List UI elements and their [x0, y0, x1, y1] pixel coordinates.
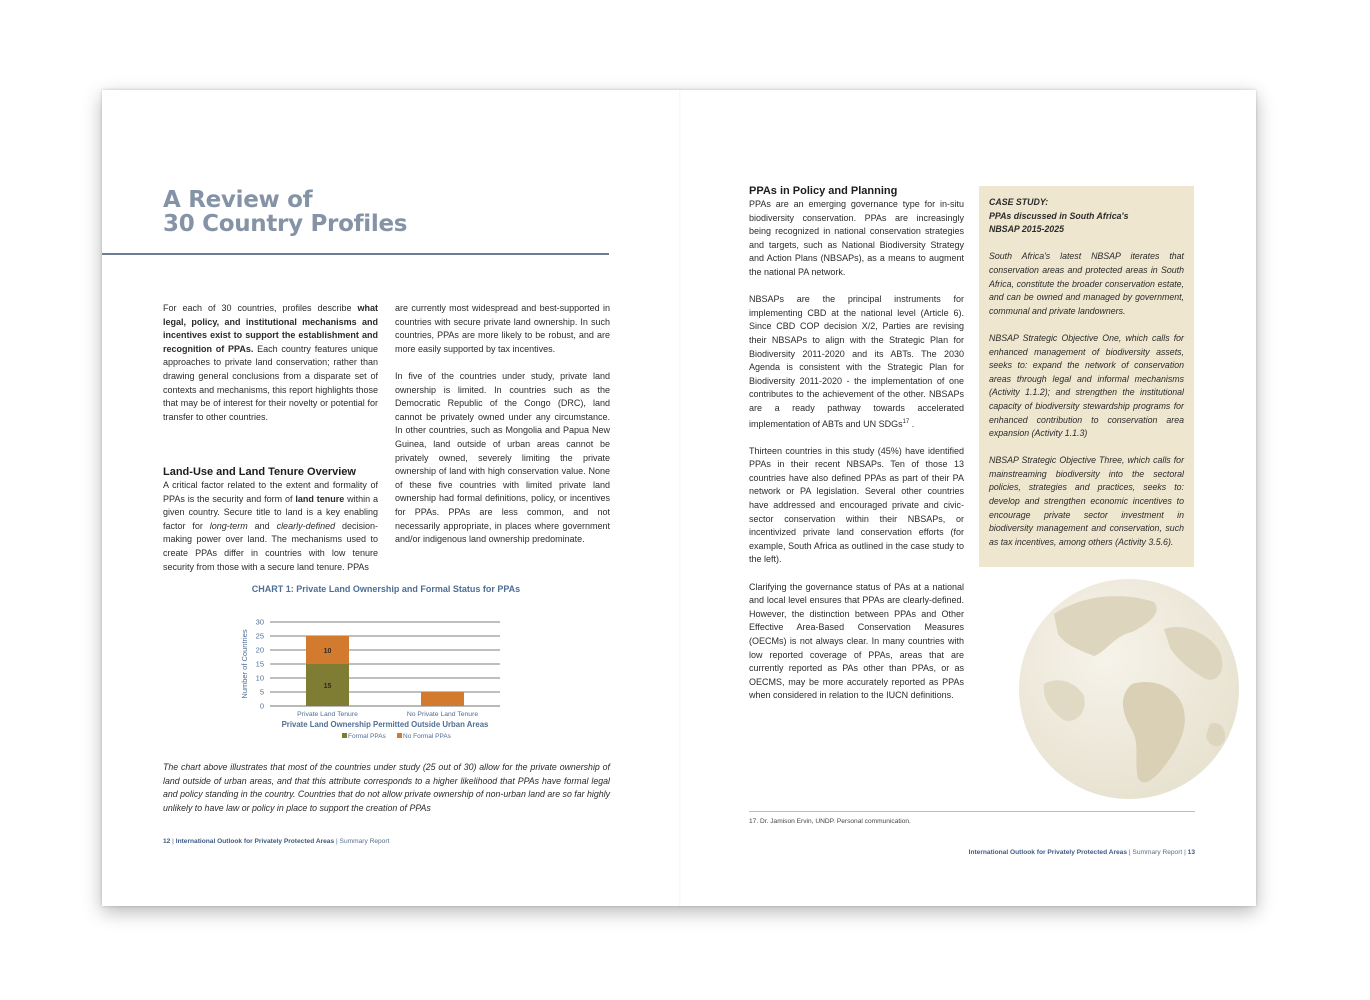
footnote-ref-17[interactable]: 17: [902, 418, 910, 425]
land-tenure-paragraph-continued-text: [395, 302, 610, 356]
footer-separator: |: [1182, 849, 1188, 856]
policy-paragraph-3: Thirteen countries in this study (45%) have identified PPAs in their recent NBSAPs. Ten of those 13 countries have also defined PPAs as part of their PA network or PA legislation. Several other countries have addressed and encouraged private and civic-sector conservation within their NBSAPs, or incentivized private land conservation efforts (for example, South Africa as outlined in the case study to the left).: [749, 445, 964, 565]
y-tick-label-15: 15: [255, 659, 264, 669]
footer-separator: |: [170, 838, 176, 845]
footer-right: [969, 849, 1195, 856]
footer-report-title: International Outlook for Privately Protected Areas: [175, 838, 335, 845]
tenure-run-5: clearly-defined: [276, 520, 336, 531]
page-title-line-2: 30 Country Profiles: [163, 211, 408, 237]
policy-paragraph-4: Clarifying the governance status of PAs at a national and local level ensures that PPAs are clearly-defined. However, the distinction between PPAs and Other Effective Area-Based Conservation Measures (OECMs) is not always clear. In many countries with low reported coverage of PPAs, areas that are currently reported as PAs other than PPAs, or as OECMS, may be more accurately reported as PPAs when considered in relation to the IUCN definitions.: [749, 581, 964, 701]
tenure-run-2: within a given country. Secure title to land is a key enabling factor for: [163, 493, 378, 531]
section-heading-policy-planning: PPAs in Policy and Planning: [749, 185, 898, 197]
policy-paragraph-2-end: .: [909, 418, 915, 429]
case-study-paragraph-2: NBSAP Strategic Objective One, which calls for enhanced management of biodiversity assets, seeks to: expand the network of conservation areas through legal and informal mechanisms (Activity 1.1.2); and strengthen the institutional capacity of biodiversity stewardship programs for enhanced contribution to conservation area expansion (Activity 1.1.3): [989, 332, 1184, 439]
footer-separator: |: [334, 838, 340, 845]
tenure-run-4: and: [247, 520, 277, 531]
legend-label-0: Formal PPAs: [348, 733, 386, 740]
case-study-paragraph-3: NBSAP Strategic Objective Three, which calls for mainstreaming biodiversity into the sectoral policies, strategies and practices, seeks to: develop and strengthen economic incentives to encourage private sector investment in biodiversity management and conservation, such as tax incentives, among others (Activity 3.5.6).: [989, 455, 1184, 547]
footnote-17: 17. Dr. Jamison Ervin, UNDP. Personal communication.: [749, 818, 911, 825]
chart-title: CHART 1: Private Land Ownership and Formal Status for PPAs: [251, 584, 521, 594]
page-number-right: 13: [1187, 849, 1195, 856]
y-tick-label-25: 25: [255, 631, 264, 641]
x-tick-label-0: Private Land Tenure: [297, 711, 358, 718]
page-number-left: 12: [163, 838, 171, 845]
left-column-2: [395, 302, 610, 560]
section-heading-land-tenure: Land-Use and Land Tenure Overview: [163, 465, 356, 478]
case-study-paragraph-1: South Africa's latest NBSAP iterates that conservation areas and protected areas in South Africa, constitute the broader conservation estate, and can be owned and managed by government, communal and private landowners.: [989, 251, 1184, 316]
left-column-1: [163, 302, 378, 588]
land-tenure-paragraph: [163, 479, 378, 574]
bar-value-label-0-0: 15: [323, 683, 332, 690]
policy-paragraph-2: [749, 293, 964, 431]
footer-report-kind: Summary Report: [339, 838, 390, 845]
footer-report-kind: Summary Report: [1132, 849, 1183, 856]
x-tick-label-1: No Private Land Tenure: [406, 711, 479, 718]
legend-swatch-0: [342, 733, 347, 738]
page-title-line-1: A Review of: [163, 187, 313, 213]
case-study-title-2: NBSAP 2015-2025: [989, 224, 1064, 235]
chart-caption: The chart above illustrates that most of the countries under study (25 out of 30) allow for the private ownership of land outside of urban areas, and that this attribute corresponds to a higher likelihood that PPAs have formal legal and policy standing in the country. Countries that do not allow private ownership of non-urban land are so far highly unlikely to have law or policy in place to support the creation of PPAs: [163, 762, 610, 813]
globe-illustration: [1014, 574, 1244, 804]
footer-separator: |: [1127, 849, 1133, 856]
intro-run-2: Each country features unique approaches to private land conservation; rather than drawing general conclusions from a disparate set of contexts and mechanisms, this report highlights those that may be of interest for their novelty or potential for transfer to other countries.: [163, 343, 379, 422]
tenure-run-0: A critical factor related to the extent and formality of PPAs is the security and form of: [163, 479, 378, 504]
right-column-1: [749, 185, 964, 717]
policy-paragraph-2-text: NBSAPs are the principal instruments for implementing CBD at the national level (Article 6). Since CBD COP decision X/2, Parties are revising their NBSAPs to align with the Strategic Plan for Biodiversity 2011-2020 and its ABTs. The 2030 Agenda is consistent with the Strategic Plan for Biodiversity 2011-2020 - the implementation of one contributes to the achievement of the other. NBSAPs are a ready pathway towards accelerated implementation of ABTs and UN SDGs: [749, 294, 964, 429]
case-study-heading: [989, 196, 1184, 237]
legend-label-1: No Formal PPAs: [403, 733, 451, 740]
tenure-cont-run-0: are currently most widespread and best-supported in countries with secure private land ownership. In such countries, PPAs are more likely to be robust, and are more easily supported by tax incentives.: [395, 303, 610, 354]
y-axis-label: Number of Countries: [240, 629, 249, 699]
policy-paragraph-1: PPAs are an emerging governance type for in-situ biodiversity conservation. PPAs are increasingly being recognized in national conservation strategies and targets, such as National Biodiversity Strategy and Action Plans (NBSAPs), as a means to augment the national PA network.: [749, 199, 964, 277]
y-tick-label-20: 20: [255, 645, 264, 655]
land-tenure-paragraph-continued: [395, 302, 610, 356]
tenure-run-1: land tenure: [295, 493, 345, 504]
y-tick-label-0: 0: [259, 701, 264, 711]
footnote-rule: [749, 811, 1195, 812]
tenure-run-3: long-term: [209, 520, 248, 531]
y-tick-label-30: 30: [255, 617, 264, 627]
y-tick-label-5: 5: [259, 687, 264, 697]
legend-swatch-1: [397, 733, 402, 738]
intro-paragraph: [163, 302, 378, 424]
chart-private-land-ownership: [230, 608, 540, 740]
document-spread: [102, 90, 1256, 906]
title-rule: [102, 253, 609, 255]
case-study-label: CASE STUDY:: [989, 197, 1049, 207]
page-title: [163, 188, 407, 236]
x-axis-label: Private Land Ownership Permitted Outside Urban Areas: [281, 720, 489, 729]
spacer: [163, 438, 378, 465]
five-countries-paragraph: In five of the countries under study, private land ownership is limited. In countries such as the Democratic Republic of the Congo (DRC), land cannot be privately owned under any circumstance. In other countries, such as Mongolia and Papua New Guinea, land outside of urban areas cannot be privately owned, severely limiting the private ownership of land with high conservation value. None of these five countries with limited private land ownership had formal definitions, policy, or incentives for PPAs. PPAs are less common, and not necessarily appropriate, in places where government and/or indigenous land ownership predominate.: [395, 370, 610, 545]
y-tick-label-10: 10: [255, 673, 264, 683]
case-study-box: [979, 186, 1194, 567]
page-fold: [679, 90, 681, 906]
case-study-title-1: PPAs discussed in South Africa's: [989, 210, 1129, 221]
footer-left: [163, 838, 389, 845]
intro-run-1: what legal, policy, and institutional mechanisms and incentives exist to support the establishment and recognition of PPAs.: [163, 303, 378, 354]
intro-run-0: For each of 30 countries, profiles describe: [163, 303, 358, 313]
footer-report-title: International Outlook for Privately Protected Areas: [968, 849, 1128, 856]
bar-value-label-0-1: 10: [323, 648, 332, 655]
bar-1-1: [421, 692, 464, 706]
tenure-run-6: decision-making power over land. The mechanisms used to create PPAs differ in countries with low tenure security from those with a secure land tenure. PPAs: [163, 520, 378, 572]
